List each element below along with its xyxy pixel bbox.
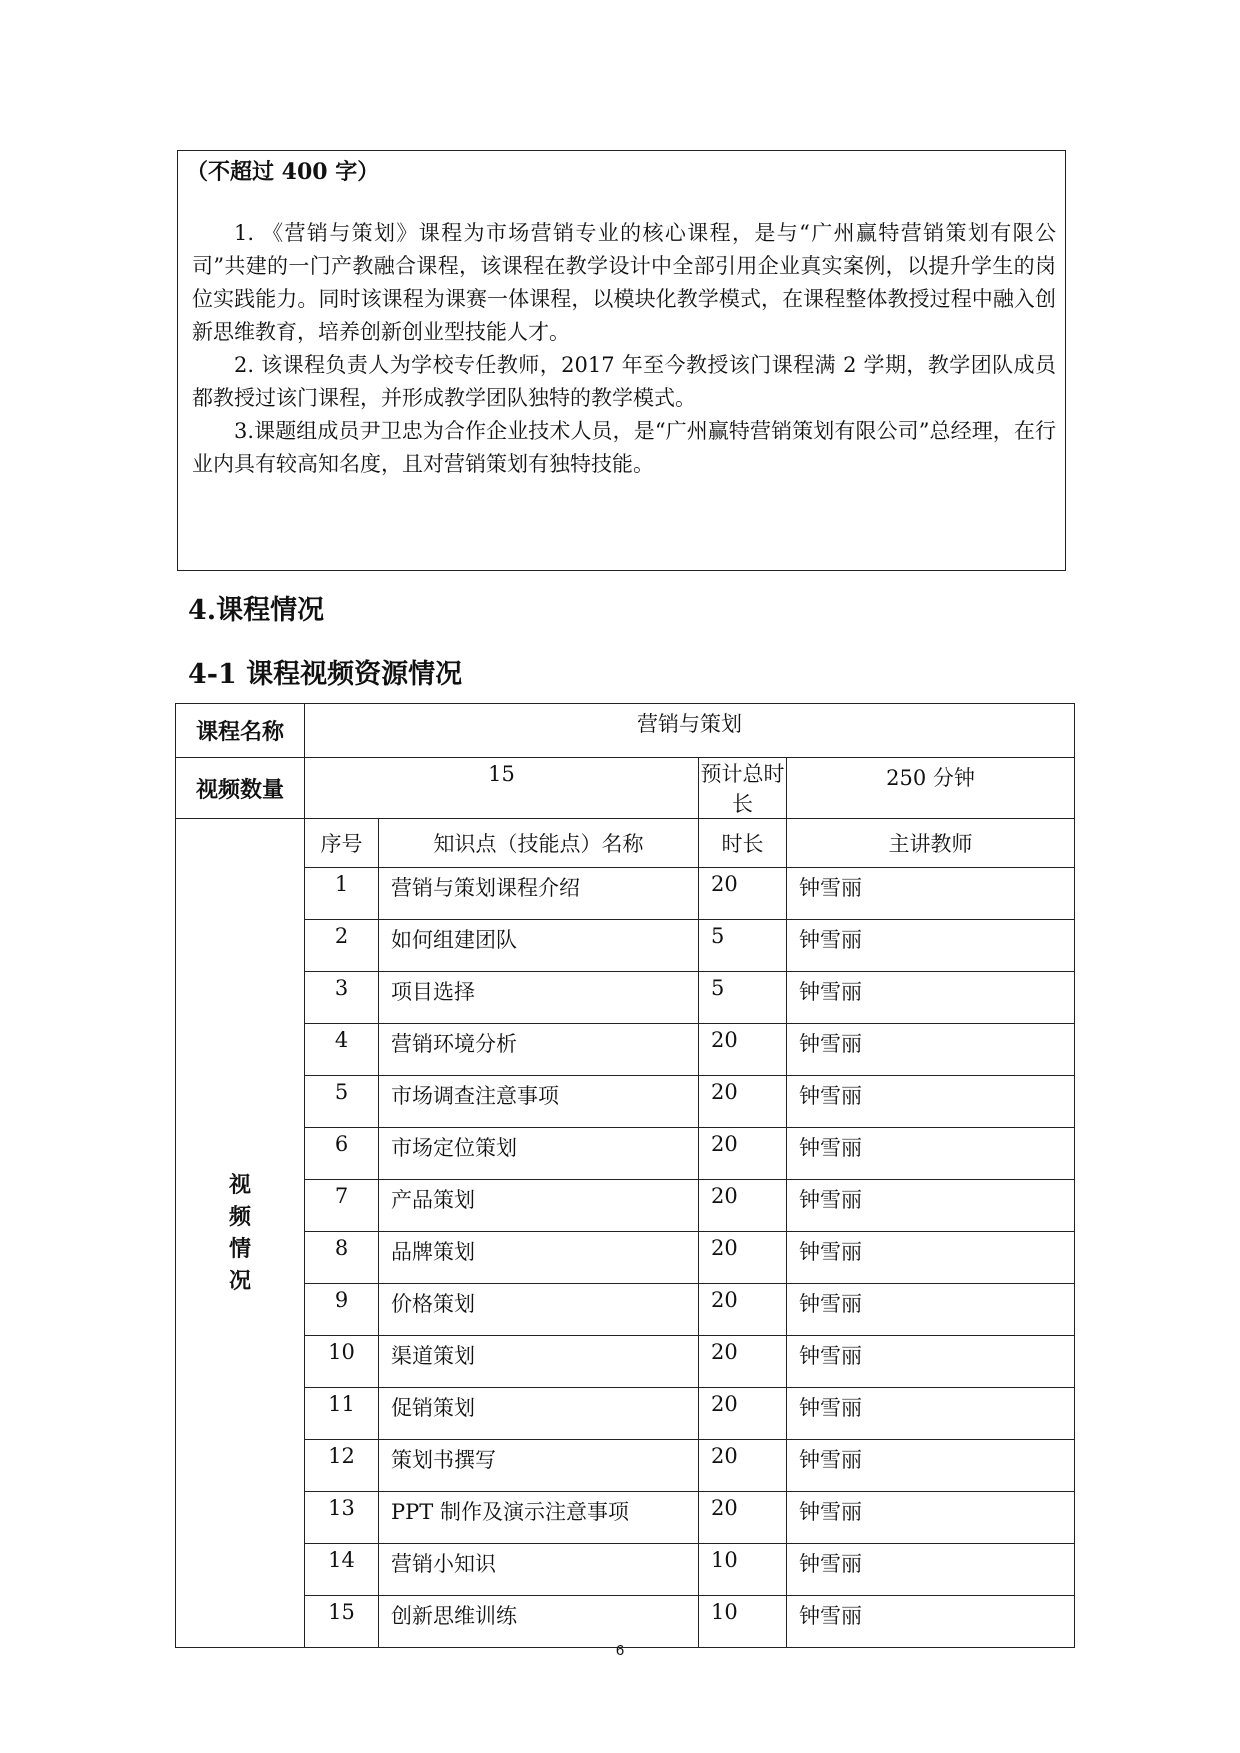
row-number: 10 xyxy=(305,1336,379,1388)
row-duration: 20 xyxy=(699,868,787,920)
row-number: 2 xyxy=(305,920,379,972)
row-teacher: 钟雪丽 xyxy=(787,1440,1075,1492)
video-section-label xyxy=(176,819,305,1648)
row-topic: 产品策划 xyxy=(379,1180,699,1232)
row-teacher: 钟雪丽 xyxy=(787,1180,1075,1232)
video-count-row xyxy=(176,758,1075,819)
row-number: 6 xyxy=(305,1128,379,1180)
video-resource-table xyxy=(175,703,1075,1648)
table-row xyxy=(176,1232,1075,1284)
row-topic: 品牌策划 xyxy=(379,1232,699,1284)
row-number: 11 xyxy=(305,1388,379,1440)
table-row xyxy=(176,1544,1075,1596)
table-row xyxy=(176,1440,1075,1492)
row-number: 13 xyxy=(305,1492,379,1544)
row-number: 5 xyxy=(305,1076,379,1128)
row-duration: 5 xyxy=(699,920,787,972)
row-teacher: 钟雪丽 xyxy=(787,868,1075,920)
row-duration: 10 xyxy=(699,1544,787,1596)
table-row xyxy=(176,1180,1075,1232)
row-topic: 营销环境分析 xyxy=(379,1024,699,1076)
row-teacher: 钟雪丽 xyxy=(787,1284,1075,1336)
section-title: 4.课程情况 xyxy=(188,595,325,626)
word-limit-note: （不超过 400 字） xyxy=(186,159,380,185)
description-paragraph-3: 3.课题组成员尹卫忠为合作企业技术人员，是“广州赢特营销策划有限公司”总经理，在行业内具有较高知名度，且对营销策划有独特技能。 xyxy=(192,419,1056,476)
row-topic: 市场定位策划 xyxy=(379,1128,699,1180)
table-row xyxy=(176,1336,1075,1388)
row-duration: 20 xyxy=(699,1180,787,1232)
row-number: 15 xyxy=(305,1596,379,1648)
row-topic: PPT 制作及演示注意事项 xyxy=(379,1492,699,1544)
subsection-title: 4-1 课程视频资源情况 xyxy=(188,659,463,690)
row-topic: 营销小知识 xyxy=(379,1544,699,1596)
row-duration: 20 xyxy=(699,1284,787,1336)
table-row xyxy=(176,1388,1075,1440)
row-topic: 创新思维训练 xyxy=(379,1596,699,1648)
course-name-label: 课程名称 xyxy=(176,704,305,758)
row-teacher: 钟雪丽 xyxy=(787,1596,1075,1648)
row-number: 14 xyxy=(305,1544,379,1596)
table-row xyxy=(176,1492,1075,1544)
table-row xyxy=(176,1076,1075,1128)
description-paragraph-2: 2. 该课程负责人为学校专任教师，2017 年至今教授该门课程满 2 学期，教学团队成员都教授过该门课程，并形成教学团队独特的教学模式。 xyxy=(192,353,1056,410)
row-number: 12 xyxy=(305,1440,379,1492)
row-teacher: 钟雪丽 xyxy=(787,1388,1075,1440)
video-section-label-char: 视 xyxy=(228,1172,251,1198)
row-number: 9 xyxy=(305,1284,379,1336)
total-duration-label: 预计总时长 xyxy=(699,758,787,819)
row-duration: 10 xyxy=(699,1596,787,1648)
video-count-value: 15 xyxy=(305,758,699,819)
row-topic: 促销策划 xyxy=(379,1388,699,1440)
row-teacher: 钟雪丽 xyxy=(787,1492,1075,1544)
row-teacher: 钟雪丽 xyxy=(787,1232,1075,1284)
table-row xyxy=(176,920,1075,972)
table-row xyxy=(176,868,1075,920)
row-number: 4 xyxy=(305,1024,379,1076)
table-row xyxy=(176,1596,1075,1648)
row-topic: 市场调查注意事项 xyxy=(379,1076,699,1128)
row-number: 7 xyxy=(305,1180,379,1232)
row-duration: 20 xyxy=(699,1232,787,1284)
video-section-label-char: 情 xyxy=(228,1236,251,1262)
row-duration: 20 xyxy=(699,1076,787,1128)
row-teacher: 钟雪丽 xyxy=(787,1336,1075,1388)
header-teacher: 主讲教师 xyxy=(787,819,1075,868)
row-topic: 营销与策划课程介绍 xyxy=(379,868,699,920)
course-name-value: 营销与策划 xyxy=(305,704,1075,758)
row-duration: 20 xyxy=(699,1128,787,1180)
table-row xyxy=(176,1128,1075,1180)
row-duration: 20 xyxy=(699,1388,787,1440)
header-duration: 时长 xyxy=(699,819,787,868)
row-duration: 20 xyxy=(699,1492,787,1544)
table-row xyxy=(176,1284,1075,1336)
row-topic: 价格策划 xyxy=(379,1284,699,1336)
row-topic: 策划书撰写 xyxy=(379,1440,699,1492)
header-no: 序号 xyxy=(305,819,379,868)
row-teacher: 钟雪丽 xyxy=(787,1024,1075,1076)
page-number: 6 xyxy=(615,1642,625,1659)
course-name-row xyxy=(176,704,1075,758)
video-section-label-char: 频 xyxy=(228,1204,251,1230)
video-section-label-char: 况 xyxy=(228,1268,251,1294)
row-topic: 渠道策划 xyxy=(379,1336,699,1388)
row-duration: 5 xyxy=(699,972,787,1024)
row-number: 3 xyxy=(305,972,379,1024)
row-number: 8 xyxy=(305,1232,379,1284)
header-name: 知识点（技能点）名称 xyxy=(379,819,699,868)
row-teacher: 钟雪丽 xyxy=(787,1544,1075,1596)
row-topic: 如何组建团队 xyxy=(379,920,699,972)
table-row xyxy=(176,1024,1075,1076)
row-number: 1 xyxy=(305,868,379,920)
row-duration: 20 xyxy=(699,1336,787,1388)
row-teacher: 钟雪丽 xyxy=(787,920,1075,972)
row-teacher: 钟雪丽 xyxy=(787,1076,1075,1128)
row-duration: 20 xyxy=(699,1440,787,1492)
total-duration-value: 250 分钟 xyxy=(787,758,1075,819)
table-header-row xyxy=(176,819,1075,868)
description-paragraph-1: 1. 《营销与策划》课程为市场营销专业的核心课程，是与“广州赢特营销策划有限公司”共建的一门产教融合课程，该课程在教学设计中全部引用企业真实案例，以提升学生的岗位实践能力。同时该课程为课赛一体课程，以模块化教学模式，在课程整体教授过程中融入创新思维教育，培养创新创业型技能人才。 xyxy=(192,221,1056,344)
row-teacher: 钟雪丽 xyxy=(787,972,1075,1024)
row-topic: 项目选择 xyxy=(379,972,699,1024)
table-row xyxy=(176,972,1075,1024)
row-duration: 20 xyxy=(699,1024,787,1076)
course-description-box xyxy=(177,150,1066,571)
video-count-label: 视频数量 xyxy=(176,758,305,819)
row-teacher: 钟雪丽 xyxy=(787,1128,1075,1180)
